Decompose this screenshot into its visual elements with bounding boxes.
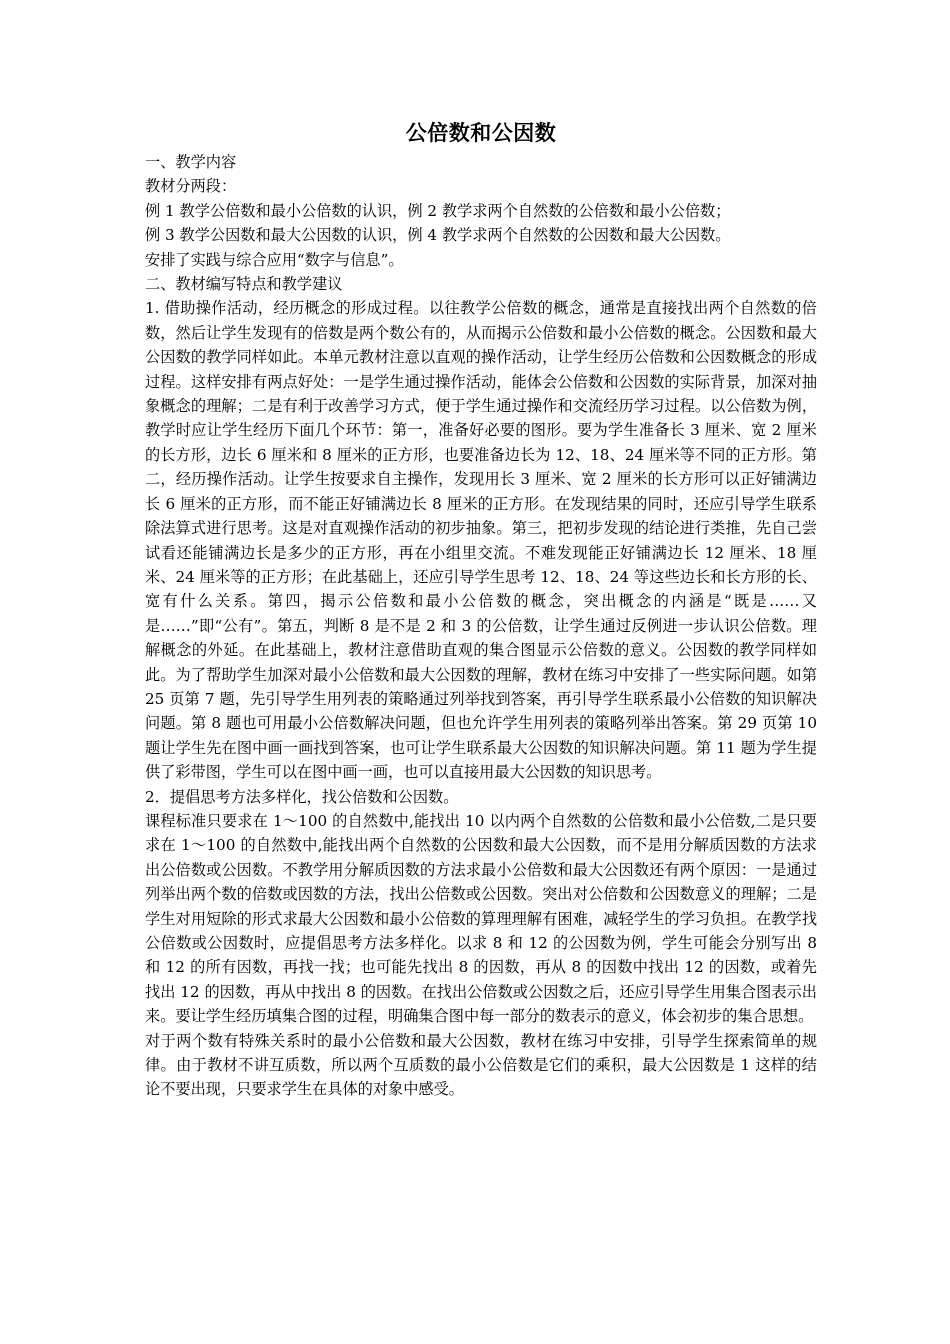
section-1-item-2: 例 3 教学公因数和最大公因数的认识，例 4 教学求两个自然数的公因数和最大公因数。 — [145, 226, 731, 245]
paragraph-2: 课程标准只要求在 1～100 的自然数中,能找出 10 以内两个自然数的公倍数和最小公倍数,二是只要求在 1～100 的自然数中,能找出两个自然数的公因数和最大公因数，而不是用分解质因数的方法求出公倍数或公因数。不教学用分解质因数的方法求最小公倍数和最大公因数还有两个原因：一是通过列举出两个数的倍数或因数的方法，找出公倍数或公因数。突出对公倍数和公因数意义的理解；二是学生对用短除的形式求最大公因数和最小公倍数的算理理解有困难，减轻学生的学习负担。在教学找公倍数或公因数时，应提倡思考方法多样化。以求 8 和 12 的公因数为例，学生可能会分别写出 8 和 12 的所有因数，再找一找；也可能先找出 8 的因数，再从 8 的因数中找出 12 的因数，或着先找出 12 的因数，再从中找出 8 的因数。在找出公倍数或公因数之后，还应引导学生用集合图表示出来。要让学生经历填集合图的过程，明确集合图中每一部分的数表示的意义，体会初步的集合思想。 — [145, 811, 817, 1026]
document-title: 公倍数和公因数 — [405, 120, 557, 145]
section-1-heading: 一、教学内容 — [145, 153, 237, 171]
paragraph-1: 1. 借助操作活动，经历概念的形成过程。以往教学公倍数的概念，通常是直接找出两个自然数的倍数，然后让学生发现有的倍数是两个数公有的，从而揭示公倍数和最小公倍数的概念。公因数和最大公因数的教学同样如此。本单元教材注意以直观的操作活动，让学生经历公倍数和公因数概念的形成过程。这样安排有两点好处：一是学生通过操作活动，能体会公倍数和公因数的实际背景，加深对抽象概念的理解；二是有利于改善学习方式，便于学生通过操作和交流经历学习过程。以公倍数为例，教学时应让学生经历下面几个环节：第一，准备好必要的图形。要为学生准备长 3 厘米、宽 2 厘米的长方形，边长 6 厘米和 8 厘米的正方形，也要准备边长为 12、18、24 厘米等不同的正方形。第二，经历操作活动。让学生按要求自主操作，发现用长 3 厘米、宽 2 厘米的长方形可以正好铺满边长 6 厘米的正方形，而不能正好铺满边长 8 厘米的正方形。在发现结果的同时，还应引导学生联系除法算式进行思考。这是对直观操作活动的初步抽象。第三，把初步发现的结论进行类推，先自己尝试看还能铺满边长是多少的正方形，再在小组里交流。不难发现能正好铺满边长 12 厘米、18 厘米、24 厘米等的正方形；在此基础上，还应引导学生思考 12、18、24 等这些边长和长方形的长、宽有什么关系。第四，揭示公倍数和最小公倍数的概念，突出概念的内涵是“既是……又是……”即“公有”。第五，判断 8 是不是 2 和 3 的公倍数，让学生通过反例进一步认识公倍数。理解概念的外延。在此基础上，教材注意借助直观的集合图显示公倍数的意义。公因数的教学同样如此。为了帮助学生加深对最小公倍数和最大公因数的理解，教材在练习中安排了一些实际问题。如第 25 页第 7 题，先引导学生用列表的策略通过列举找到答案，再引导学生联系最小公倍数的知识解决问题。第 8 题也可用最小公倍数解决问题，但也允许学生用列表的策略列举出答案。第 29 页第 10 题让学生先在图中画一画找到答案，也可让学生联系最大公因数的知识解决问题。第 11 题为学生提供了彩带图，学生可以在图中画一画，也可以直接用最大公因数的知识思考。 — [145, 299, 817, 782]
paragraph-2-heading: 2．提倡思考方法多样化，找公倍数和公因数。 — [145, 787, 459, 806]
section-1-intro: 教材分两段： — [145, 177, 237, 196]
section-1-item-1: 例 1 教学公倍数和最小公倍数的认识，例 2 教学求两个自然数的公倍数和最小公倍数； — [145, 201, 731, 220]
section-1-item-3: 安排了实践与综合应用“数字与信息”。 — [145, 250, 404, 269]
document-page — [145, 118, 817, 1102]
section-2-heading: 二、教材编写特点和教学建议 — [145, 275, 343, 294]
paragraph-3: 对于两个数有特殊关系时的最小公倍数和最大公因数，教材在练习中安排，引导学生探索简单的规律。由于教材不讲互质数，所以两个互质数的最小公倍数是它们的乘积，最大公因数是 1 这样的结论不要出现，只要求学生在具体的对象中感受。 — [145, 1031, 817, 1099]
